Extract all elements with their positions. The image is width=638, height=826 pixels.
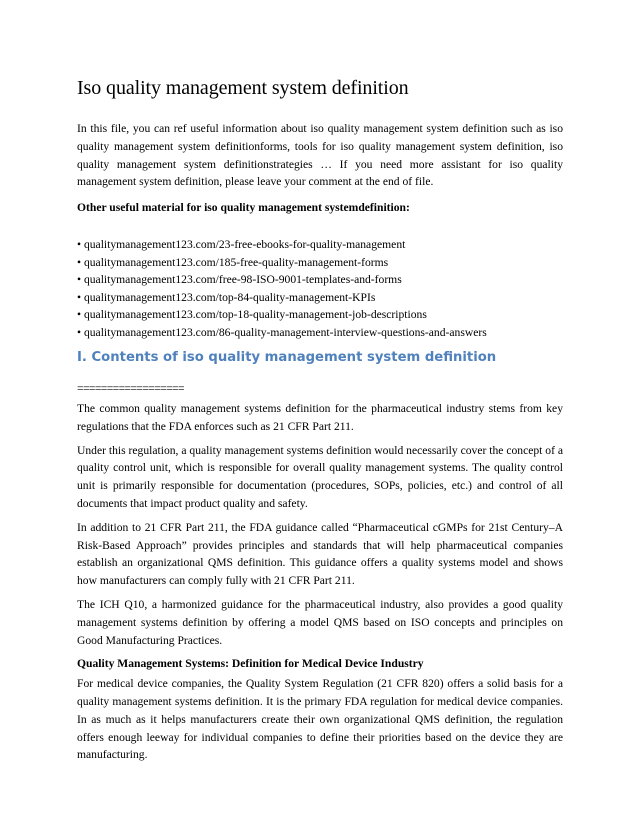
- link-item[interactable]: [77, 324, 487, 342]
- body-content: [77, 400, 563, 770]
- link-item[interactable]: [77, 289, 487, 307]
- link-item[interactable]: [77, 306, 487, 324]
- link-kpis[interactable]: • qualitymanagement123.com/top-84-quality-management-KPIs: [77, 290, 376, 304]
- link-free-forms[interactable]: • qualitymanagement123.com/185-free-quality-management-forms: [77, 255, 389, 269]
- link-item[interactable]: [77, 254, 487, 272]
- body-paragraph: Under this regulation, a quality management systems definition would necessarily cover the concept of a quality control unit, which is responsible for overall quality management systems. The quality control unit is primarily responsible for documentation (procedures, SOPs, policies, etc.) and control of all documents that impact product quality and safety.: [77, 443, 563, 510]
- body-paragraph: In addition to 21 CFR Part 211, the FDA guidance called “Pharmaceutical cGMPs for 21st Century–A Risk-Based Approach” provides principles and standards that will help pharmaceutical companies establish an organizational QMS definition. This guidance offers a quality systems model and shows how manufacturers can comply fully with 21 CFR Part 211.: [77, 520, 563, 588]
- link-item[interactable]: [77, 271, 487, 289]
- document-title: Iso quality management system definition: [77, 77, 409, 99]
- link-interview-questions[interactable]: • qualitymanagement123.com/86-quality-management-interview-questions-and-answers: [77, 325, 487, 339]
- link-iso-9001-templates[interactable]: • qualitymanagement123.com/free-98-ISO-9001-templates-and-forms: [77, 273, 402, 287]
- link-item[interactable]: [77, 236, 487, 254]
- link-free-ebooks[interactable]: • qualitymanagement123.com/23-free-ebooks-for-quality-management: [77, 238, 406, 251]
- body-paragraph: The common quality management systems definition for the pharmaceutical industry stems from key regulations that the FDA enforces such as 21 CFR Part 211.: [77, 402, 563, 433]
- divider-line: ==================: [77, 382, 184, 395]
- body-paragraph: For medical device companies, the Quality System Regulation (21 CFR 820) offers a solid basis for a quality management systems definition. It is the primary FDA regulation for medical device companies. In as much as it helps manufacturers create their own organizational QMS definition, the regulation offers enough leeway for individual companies to define their priorities based on the device they are manufacturing.: [77, 677, 563, 762]
- section-heading: I. Contents of iso quality management system definition: [77, 350, 497, 365]
- body-paragraph: The ICH Q10, a harmonized guidance for the pharmaceutical industry, also provides a good quality management systems definition by offering a model QMS based on ISO concepts and principles on Good Manufacturing Practices.: [77, 597, 563, 647]
- medical-device-subheading: Quality Management Systems: Definition for Medical Device Industry: [77, 657, 424, 671]
- useful-links-list: [77, 236, 487, 342]
- intro-paragraph: In this file, you can ref useful information about iso quality management system definition such as iso quality management system definitionforms, tools for iso quality management system definition, iso quality management system definitionstrategies … If you need more assistant for iso quality management system definition, please leave your comment at the end of file.: [77, 122, 563, 189]
- link-job-descriptions[interactable]: • qualitymanagement123.com/top-18-quality-management-job-descriptions: [77, 308, 427, 322]
- useful-material-heading: Other useful material for iso quality management systemdefinition:: [77, 201, 410, 214]
